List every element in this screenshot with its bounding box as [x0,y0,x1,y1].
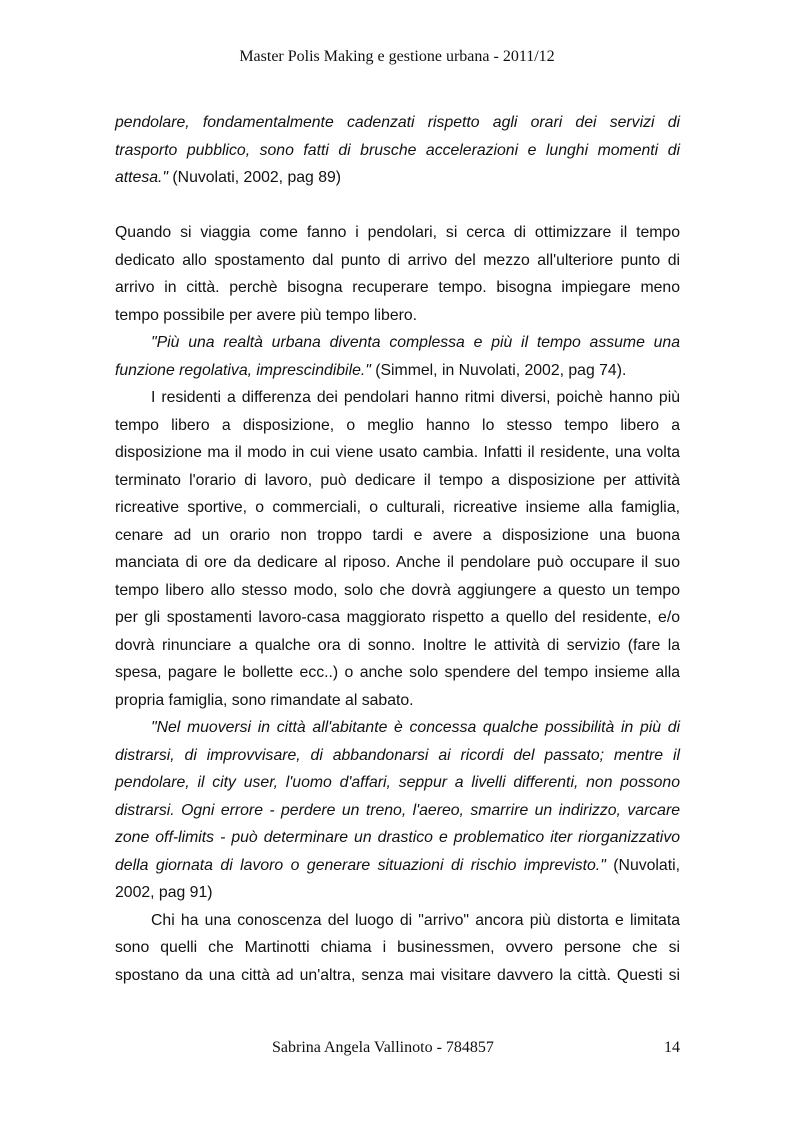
text-line [115,247,680,275]
quoted-text: pendolare, il city user, l'uomo d'affari, seppur a livelli differenti, non possono [115,774,680,791]
quoted-text: distrarsi, di improvvisare, di abbandonarsi ai ricordi del passato; mentre il [115,746,680,764]
paragraph-text: disposizione ma il modo in cui viene usato cambia. Infatti il residente, una volta [115,444,680,461]
quoted-text: zone off-limits - può determinare un drastico e problematico iter riorganizzativo [115,829,680,846]
paragraph-text: spesa, pagare le bollette ecc..) o anche solo spendere del tempo insieme alla [115,664,680,681]
quoted-text: "Più una realtà urbana diventa complessa e più il tempo assume una [151,334,680,351]
text-line [115,412,680,440]
quoted-text: funzione regolativa, imprescindibile." [115,361,371,379]
text-line [115,769,680,797]
text-line [115,687,680,715]
text-line [115,219,680,247]
text-line [115,604,680,632]
text-line [115,357,680,385]
paragraph-text: tempo possibile per avere più tempo libero. [115,306,418,324]
author-line: Sabrina Angela Vallinoto - 784857 [272,1039,494,1056]
paragraph-text: tempo libero allo stesso modo, solo che dovrà aggiungere a questo un tempo [115,581,680,599]
text-line [115,934,680,962]
paragraph-text: arrivo in città. perchè bisogna recuperare tempo. bisogna impiegare meno [115,279,680,296]
paragraph-gap [115,192,680,220]
quoted-text: attesa." [115,169,169,186]
paragraph-text: dedicato allo spostamento dal punto di arrivo del mezzo all'ulteriore punto di [115,251,680,269]
text-line [115,879,680,907]
text-line [115,714,680,742]
text-line [115,109,680,137]
text-line [115,384,680,412]
paragraph-text: cenare ad un orario non troppo tardi e avere a disposizione una buona [115,526,680,544]
paragraph-text: manciata di ore da dedicare al riposo. Anche il pendolare può occupare il suo [115,554,680,571]
quoted-text: pendolare, fondamentalmente cadenzati rispetto agli orari dei servizi di [115,114,680,131]
citation-text: (Nuvolati, [605,856,681,874]
paragraph-text: Chi ha una conoscenza del luogo di "arrivo" ancora più distorta e limitata [151,911,680,929]
text-line [115,549,680,577]
paragraph-text: dovrà rinunciare a qualche ora di sonno. Inoltre le attività di servizio (fare la [115,636,680,654]
paragraph-text: ricreative sportive, o commerciali, o culturali, ricreative insieme alla famiglia, [115,499,680,516]
paragraph-text: sono quelli che Martinotti chiama i businessmen, ovvero persone che si [115,939,680,956]
paragraph-text: terminato l'orario di lavoro, può dedicare il tempo a disposizione per attività [115,471,680,489]
text-line [115,577,680,605]
text-line [115,494,680,522]
paragraph-text: Quando si viaggia come fanno i pendolari, si cerca di ottimizzare il tempo [115,224,680,241]
text-line [115,742,680,770]
text-line [115,137,680,165]
text-line [115,824,680,852]
quoted-text: della giornata di lavoro o generare situazioni di rischio imprevisto." [115,856,606,874]
text-line [115,852,680,880]
text-line [115,907,680,935]
text-line [115,797,680,825]
citation-text: 2002, pag 91) [115,884,213,901]
body-text [115,109,680,989]
text-line [115,274,680,302]
text-line [115,164,680,192]
page-header [0,47,794,67]
page-footer [0,1038,794,1058]
running-title: Master Polis Making e gestione urbana - 2011/12 [239,48,555,65]
quoted-text: "Nel muoversi in città all'abitante è concessa qualche possibilità in più di [151,719,680,736]
citation-text: (Simmel, in Nuvolati, 2002, pag 74). [370,361,627,379]
page-number: 14 [664,1039,680,1056]
quoted-text: trasporto pubblico, sono fatti di brusche accelerazioni e lunghi momenti di [115,141,680,159]
text-line [115,522,680,550]
paragraph-text: I residenti a differenza dei pendolari hanno ritmi diversi, poichè hanno più [151,389,680,406]
citation-text: (Nuvolati, 2002, pag 89) [168,169,342,186]
text-line [115,329,680,357]
text-line [115,962,680,990]
text-line [115,439,680,467]
paragraph-text: per gli spostamenti lavoro-casa maggiorato rispetto a quello del residente, e/o [115,609,680,626]
paragraph-text: spostano da una città ad un'altra, senza mai visitare davvero la città. Questi si [115,966,680,984]
text-line [115,467,680,495]
text-line [115,659,680,687]
text-line [115,632,680,660]
text-line [115,302,680,330]
quoted-text: distrarsi. Ogni errore - perdere un treno, l'aereo, smarrire un indirizzo, varcare [115,801,680,819]
paragraph-text: propria famiglia, sono rimandate al sabato. [115,691,414,709]
paragraph-text: tempo libero a disposizione, o meglio hanno lo stesso tempo libero a [115,416,680,434]
